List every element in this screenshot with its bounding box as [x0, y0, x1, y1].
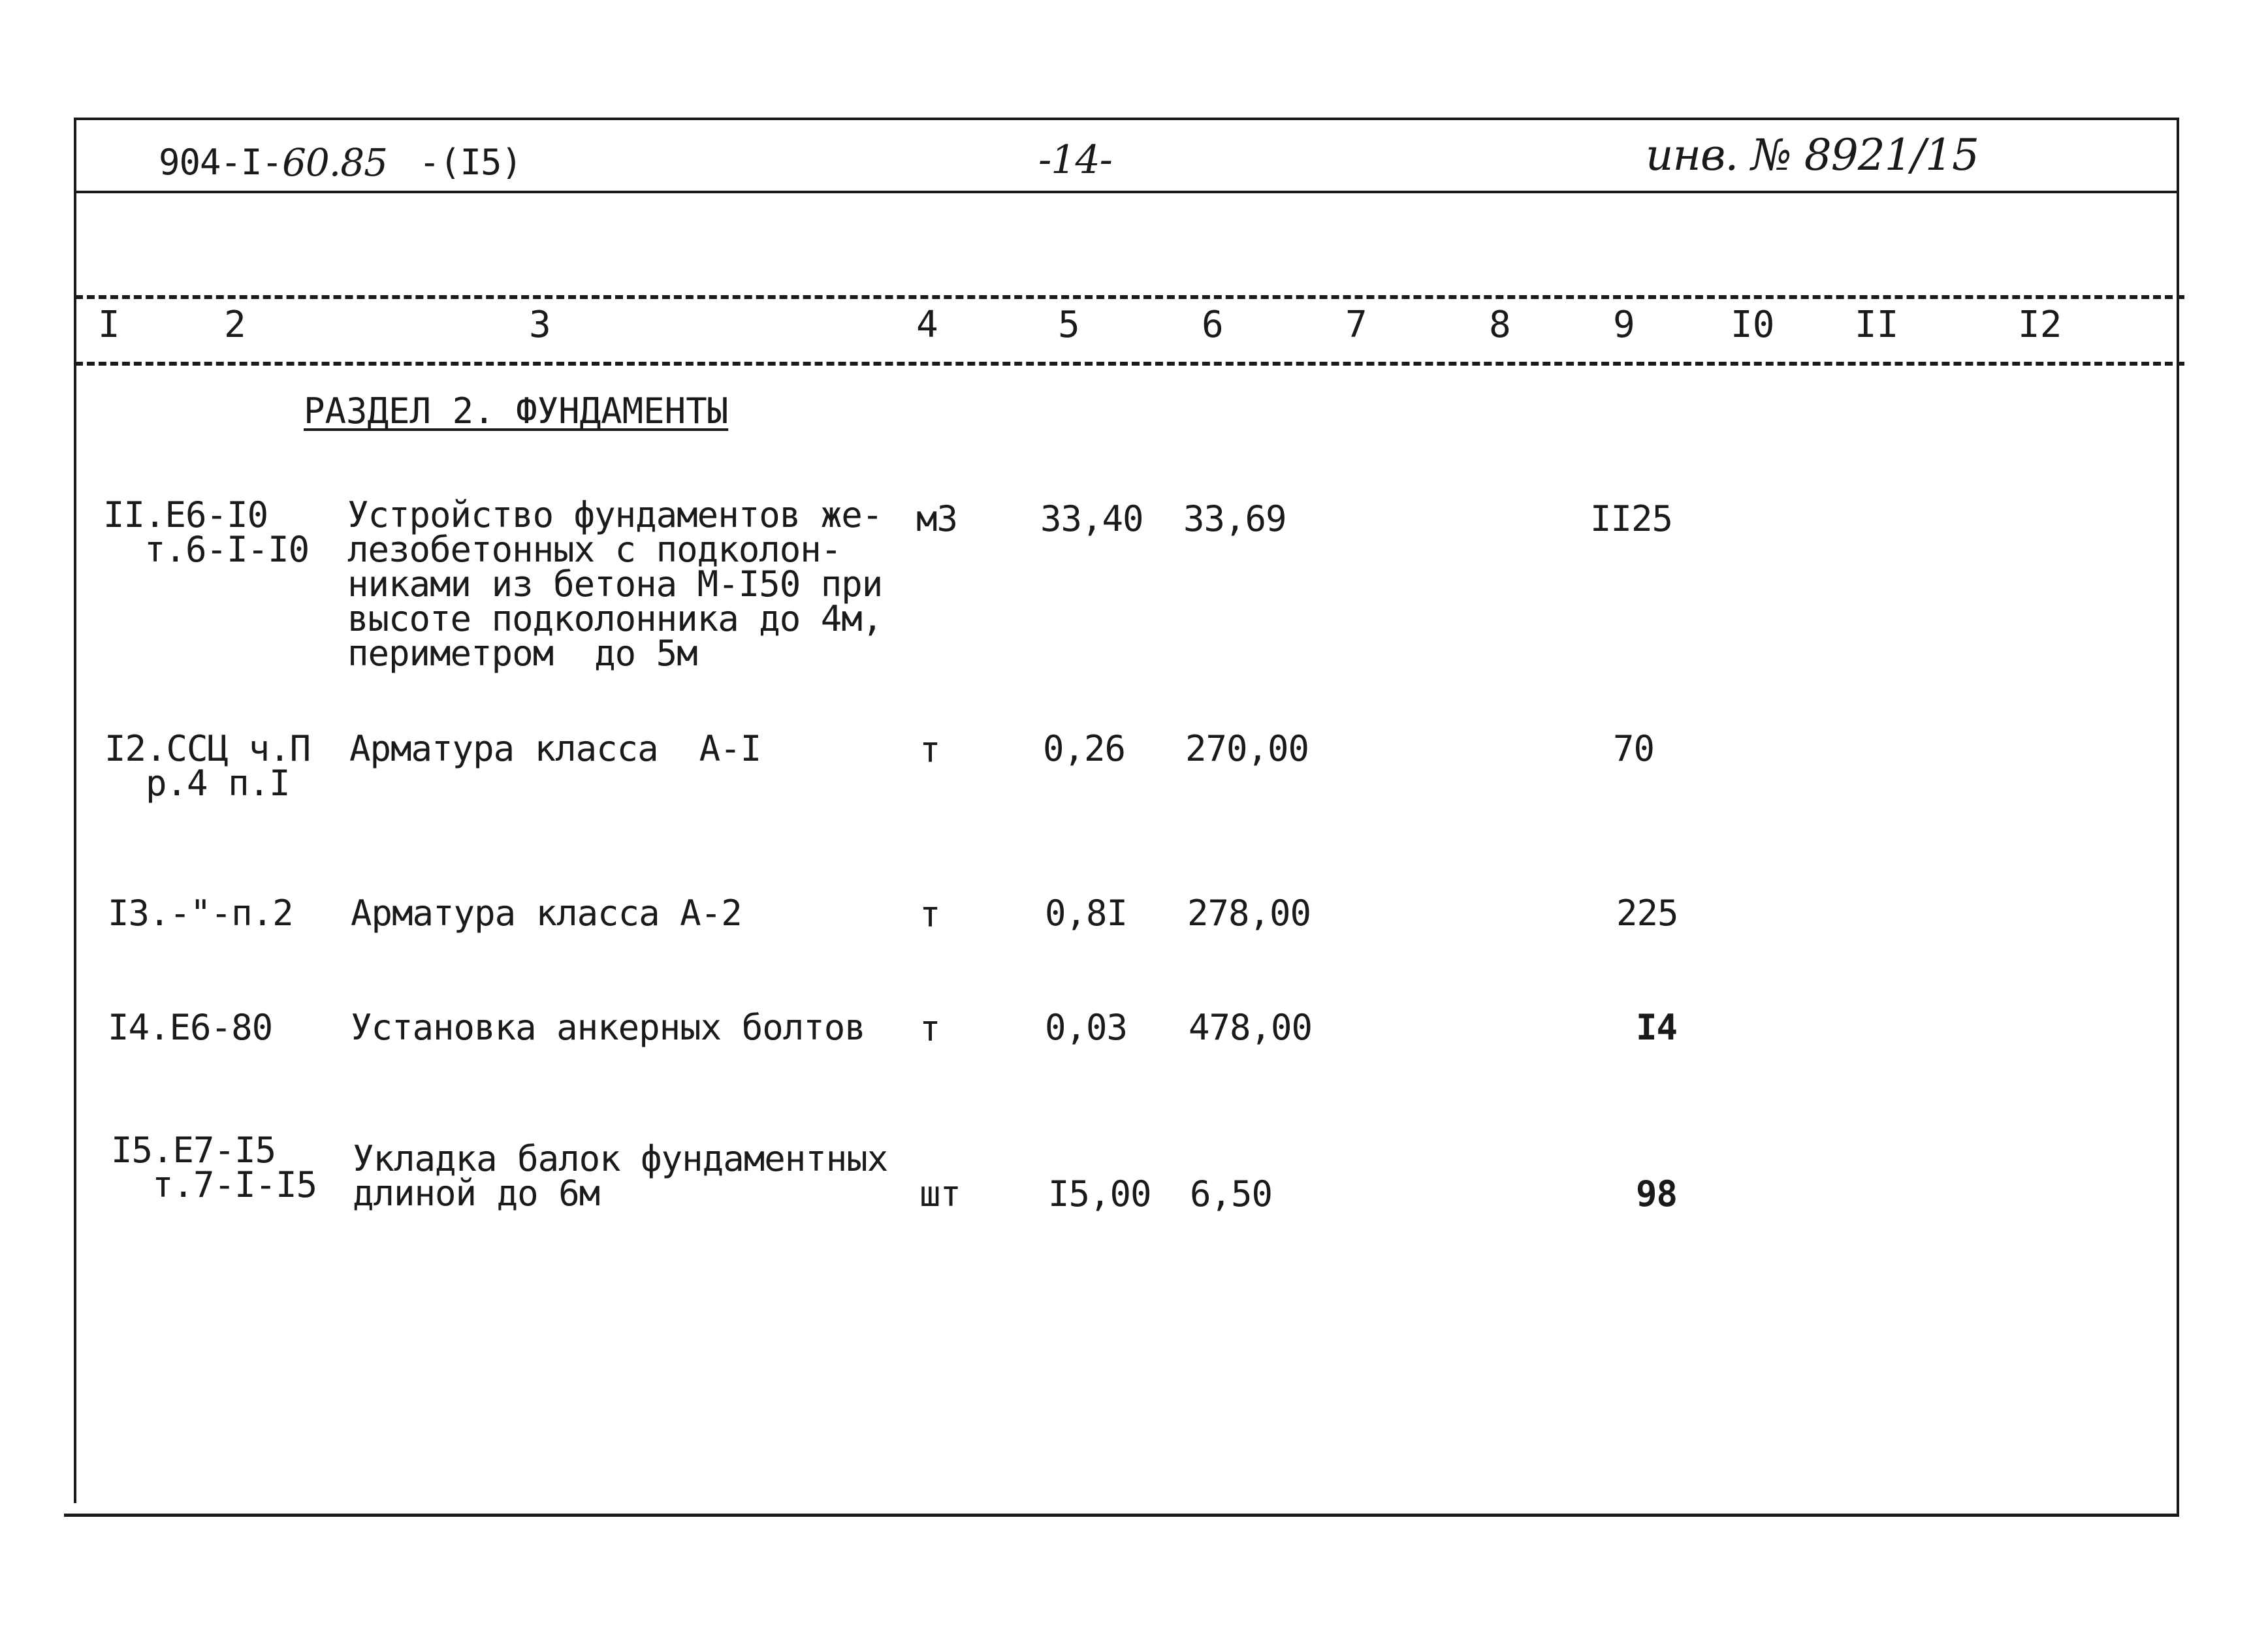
row-total: 70: [1613, 728, 1655, 769]
row-description: Арматура класса А-2: [351, 893, 742, 934]
column-number: I2: [2018, 304, 2062, 346]
row-code: II.Е6-I0 т.6-I-I0: [103, 494, 310, 570]
row-unit: т: [919, 894, 940, 935]
row-code: I2.ССЦ ч.П р.4 п.I: [104, 728, 311, 804]
column-number: 3: [529, 304, 551, 346]
column-number: 2: [224, 304, 246, 346]
row-quantity: I5,00: [1048, 1173, 1151, 1214]
row-description: Установка анкерных болтов: [351, 1007, 865, 1048]
row-total: 225: [1616, 893, 1678, 934]
row-code: I4.Е6-80: [108, 1007, 273, 1048]
top-border: [75, 118, 2179, 120]
row-description: Арматура класса А-I: [349, 728, 761, 769]
column-number: 4: [916, 304, 938, 346]
section-title: РАЗДЕЛ 2. ФУНДАМЕНТЫ: [304, 390, 729, 432]
column-number: 5: [1058, 304, 1080, 346]
row-quantity: 0,26: [1043, 728, 1126, 769]
row-code: I3.-"-п.2: [108, 893, 293, 934]
bottom-border: [64, 1514, 2179, 1517]
row-unit: т: [919, 729, 940, 770]
row-description: Укладка балок фундаментных длиной до 6м: [353, 1138, 888, 1214]
column-number: II: [1855, 304, 1899, 346]
row-code: I5.Е7-I5 т.7-I-I5: [111, 1130, 317, 1205]
row-total: 98: [1636, 1173, 1678, 1214]
inventory-number: инв. № 8921/15: [1646, 130, 1979, 180]
row-total: I4: [1636, 1007, 1678, 1048]
row-total: II25: [1590, 498, 1673, 539]
column-header-top-dash: [75, 295, 2184, 299]
doc-code-handwritten: 60.85: [282, 140, 388, 185]
doc-code-prefix: 904-I-: [159, 142, 283, 183]
column-number: 8: [1489, 304, 1511, 346]
left-border: [74, 118, 76, 1503]
row-price: 278,00: [1187, 893, 1311, 934]
column-header-bottom-dash: [75, 362, 2184, 366]
row-unit: шт: [919, 1173, 961, 1214]
row-description: Устройство фундаментов же- лезобетонных с подколон- никами из бетона М-I50 при высоте подколонника до 4м, периметром до 5м: [347, 494, 883, 674]
column-number: I: [98, 304, 120, 346]
column-number: 9: [1613, 304, 1635, 346]
row-quantity: 0,8I: [1045, 893, 1128, 934]
right-border: [2177, 118, 2179, 1515]
header-divider: [75, 191, 2179, 193]
page-number: -14-: [1038, 137, 1112, 183]
row-price: 33,69: [1183, 498, 1286, 539]
row-quantity: 0,03: [1045, 1007, 1128, 1048]
row-unit: т: [919, 1008, 940, 1049]
row-quantity: 33,40: [1040, 498, 1143, 539]
row-price: 478,00: [1189, 1007, 1313, 1048]
row-price: 6,50: [1190, 1173, 1273, 1214]
row-unit: м3: [916, 498, 958, 539]
row-price: 270,00: [1185, 728, 1309, 769]
column-number: 6: [1202, 304, 1224, 346]
column-number: 7: [1345, 304, 1367, 346]
column-number: I0: [1731, 304, 1775, 346]
doc-code-suffix: -(I5): [398, 142, 522, 183]
